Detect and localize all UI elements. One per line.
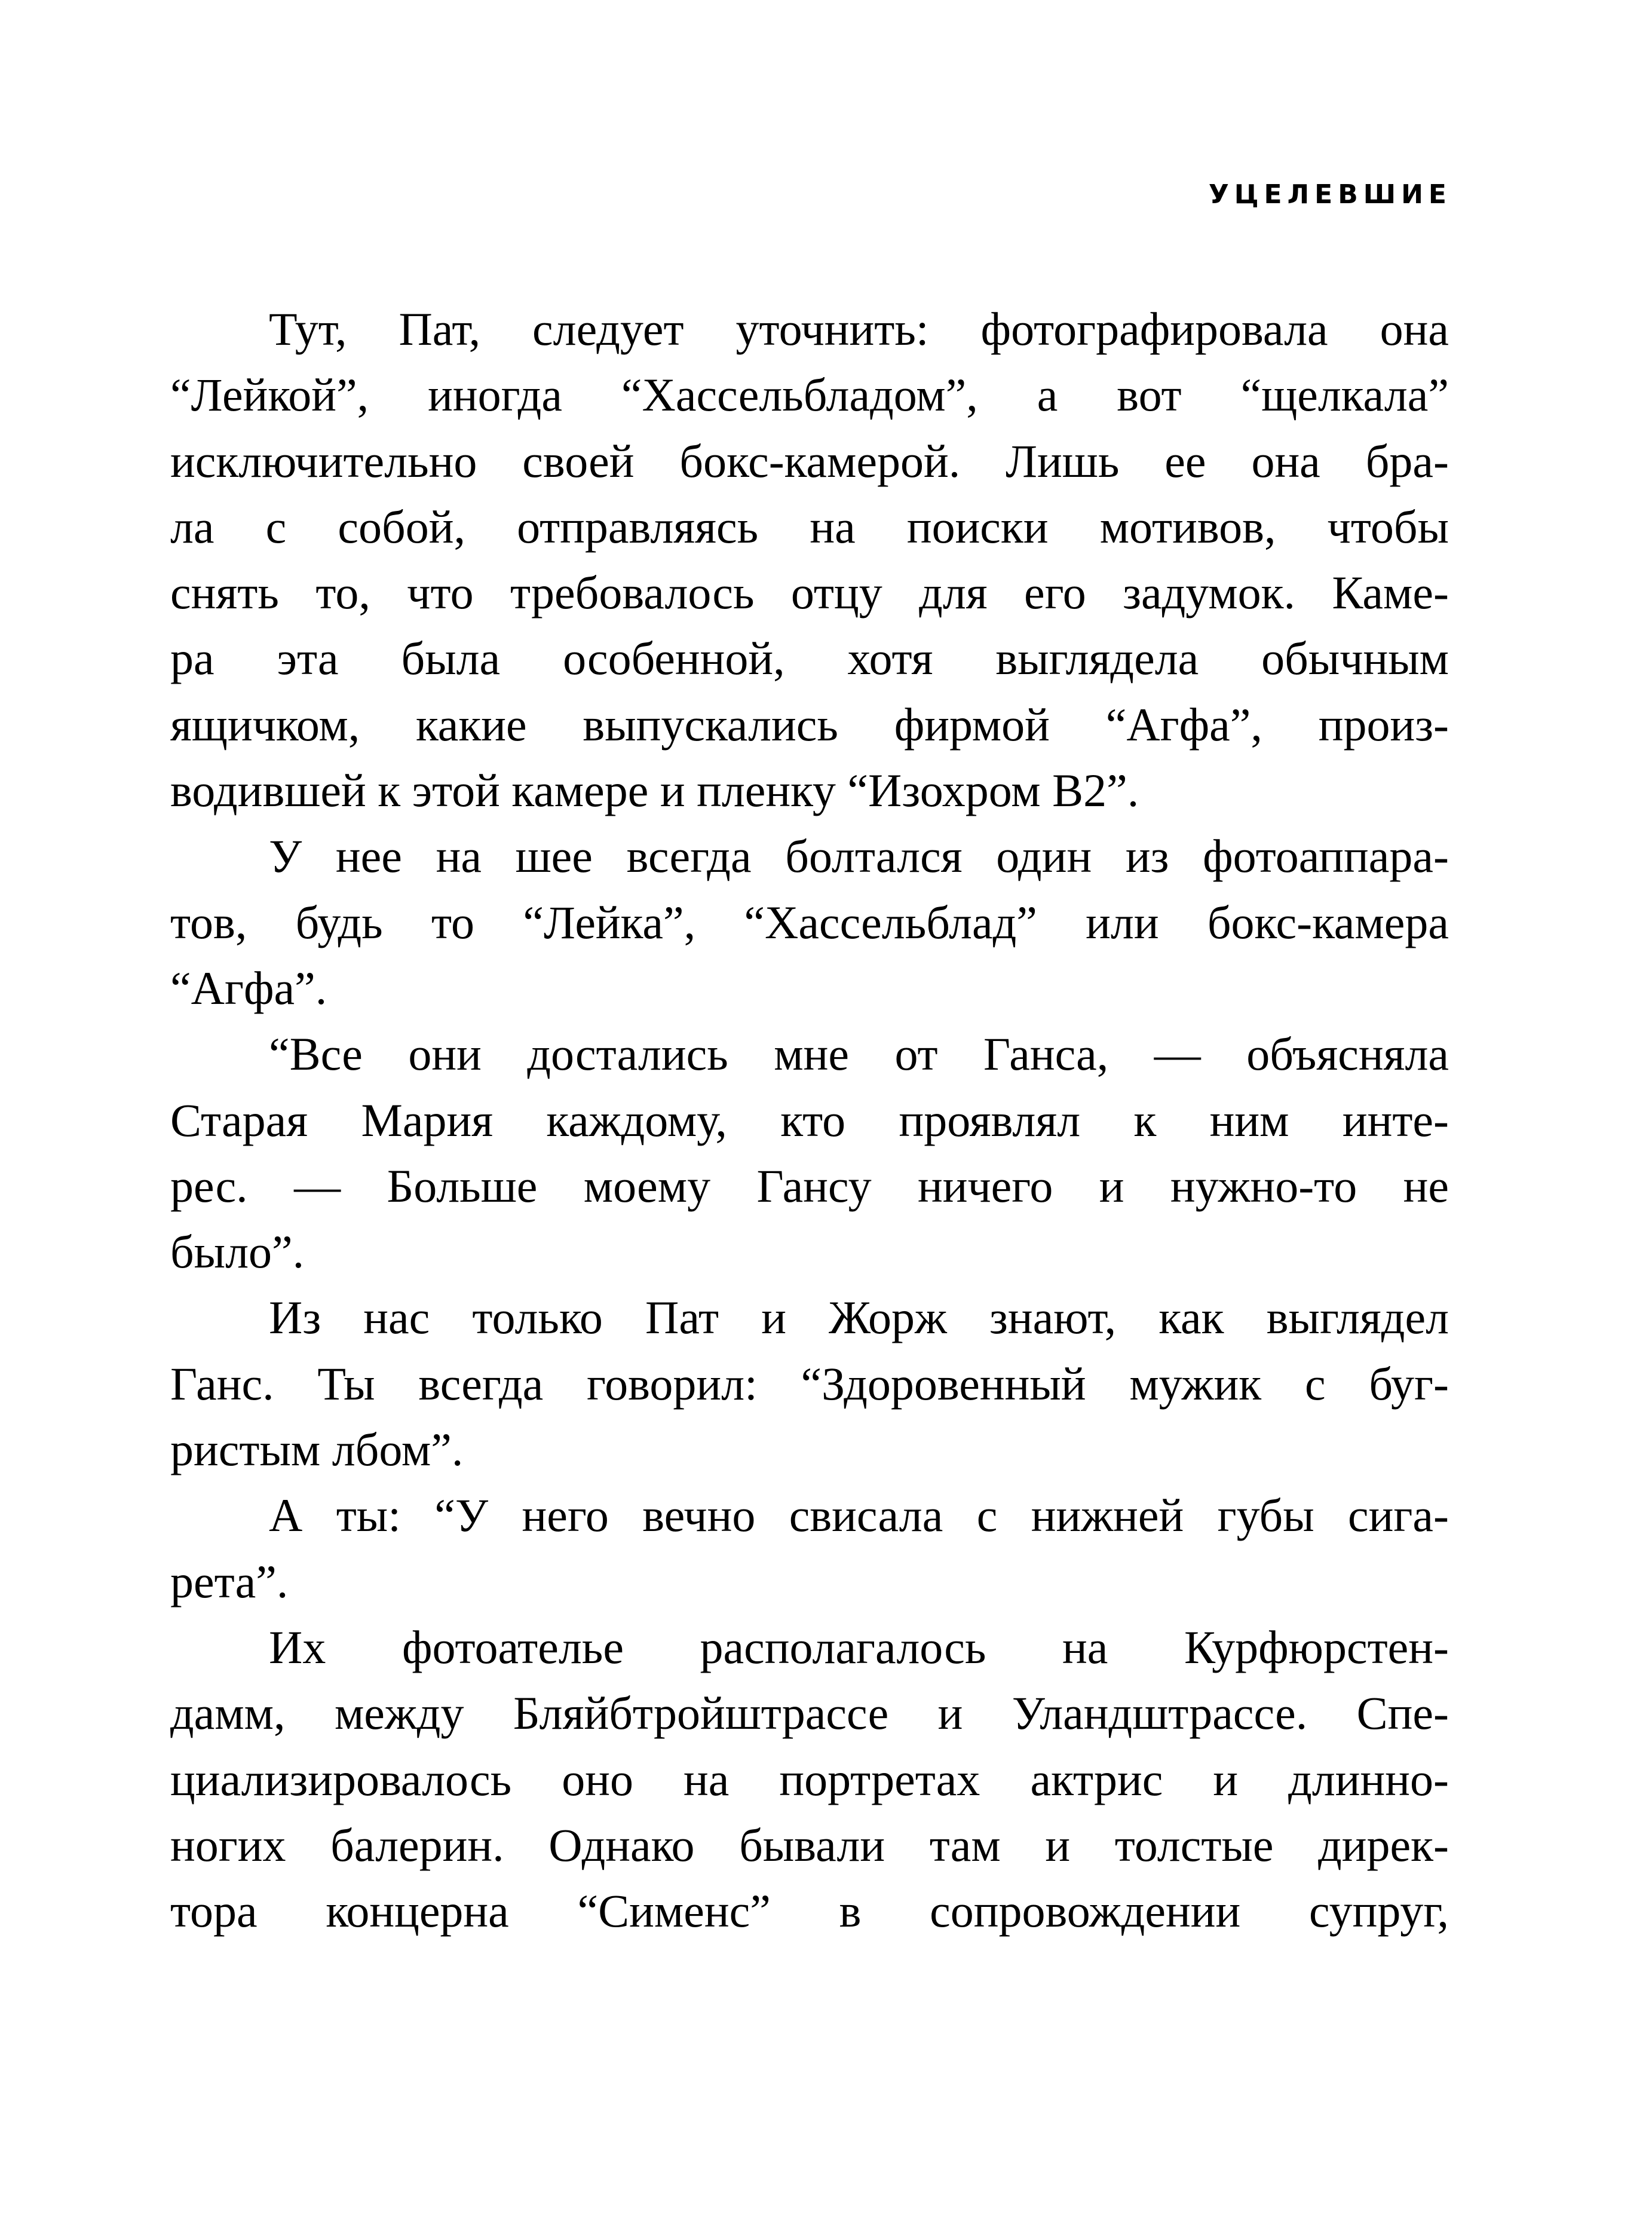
paragraph (170, 823, 1449, 1021)
text-line: Их фотоателье располагалось на Курфюрстен- (269, 1621, 1449, 1673)
text-line: водившей к этой камере и пленку “Изохром B2”. (170, 764, 1139, 817)
text-line: ящичком, какие выпускались фирмой “Агфа”, произ- (170, 698, 1449, 751)
text-line: ристым лбом”. (170, 1423, 464, 1476)
text-line: рета”. (170, 1555, 289, 1607)
text-line: тов, будь то “Лейка”, “Хассельблад” или бокс-камера (170, 896, 1449, 948)
text-line: Из нас только Пат и Жорж знают, как выглядел (269, 1291, 1449, 1344)
text-line: было”. (170, 1226, 305, 1278)
text-line: исключительно своей бокс-камерой. Лишь ее она бра- (170, 434, 1449, 487)
text-line: Тут, Пат, следует уточнить: фотографировала она (269, 303, 1449, 355)
paragraph (170, 1483, 1449, 1615)
text-line: тора концерна “Сименс” в сопровождении супруг, (170, 1885, 1449, 1937)
paragraph (170, 1615, 1449, 1944)
text-line: Ганс. Ты всегда говорил: “Здоровенный мужик с буг- (170, 1357, 1449, 1410)
text-line: ра эта была особенной, хотя выглядела обычным (170, 632, 1449, 685)
body-text (170, 296, 1449, 1944)
paragraph (170, 1021, 1449, 1285)
text-line: “Агфа”. (170, 962, 327, 1014)
text-line: ногих балерин. Однако бывали там и толстые дирек- (170, 1818, 1449, 1871)
text-line: У нее на шее всегда болтался один из фотоаппара- (269, 830, 1449, 883)
text-line: дамм, между Бляйбтройштрассе и Уландштрассе. Спе- (170, 1687, 1449, 1740)
text-line: Старая Мария каждому, кто проявлял к ним инте- (170, 1094, 1449, 1146)
running-head: УЦЕЛЕВШИЕ (1208, 179, 1452, 210)
text-line: А ты: “У него вечно свисала с нижней губы сига- (269, 1489, 1449, 1542)
text-line: ла с собой, отправляясь на поиски мотивов, чтобы (170, 500, 1449, 553)
paragraph (170, 1285, 1449, 1483)
text-line: циализировалось оно на портретах актрис и длинно- (170, 1753, 1449, 1805)
text-line: снять то, что требовалось отцу для его задумок. Каме- (170, 567, 1449, 619)
text-line: “Лейкой”, иногда “Хассельбладом”, а вот “щелкала” (170, 369, 1449, 421)
text-line: рес. — Больше моему Гансу ничего и нужно-то не (170, 1159, 1449, 1212)
text-line: “Все они достались мне от Ганса, — объясняла (269, 1028, 1449, 1080)
paragraph (170, 296, 1449, 823)
